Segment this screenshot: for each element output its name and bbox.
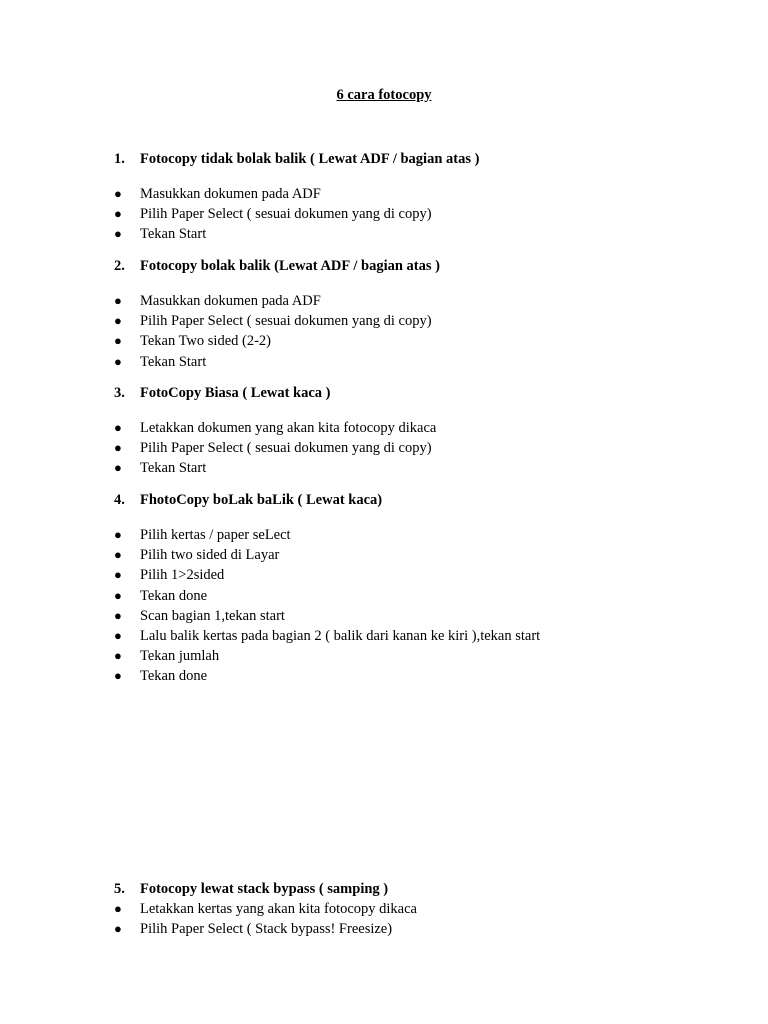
bullet-icon: ● [114, 628, 122, 644]
bullet-icon: ● [114, 648, 122, 664]
section-heading [114, 150, 734, 169]
bullet-icon: ● [114, 527, 122, 542]
list-item: ● Tekan done [114, 587, 208, 604]
bullet-list [114, 291, 734, 372]
list-item: ● Letakkan kertas yang akan kita fotocopy dikaca [114, 901, 417, 917]
list-item: ● Pilih two sided di Layar [114, 547, 280, 564]
list-item: ● Tekan Start [114, 226, 207, 243]
bullet-icon: ● [114, 226, 122, 242]
section-heading [114, 491, 734, 510]
document-title: 6 cara fotocopy [336, 87, 432, 103]
section-heading-text: FhotoCopy boLak baLik ( Lewat kaca) [140, 492, 383, 508]
bullet-list [114, 525, 734, 687]
bullet-icon: ● [114, 440, 122, 456]
list-item: ● Pilih Paper Select ( sesuai dokumen yang di copy) [114, 440, 432, 457]
list-item: ● Letakkan dokumen yang akan kita fotocopy dikaca [114, 420, 437, 436]
section-heading [114, 880, 734, 899]
list-item: ● Scan bagian 1,tekan start [114, 607, 285, 624]
list-item: ● Tekan Start [114, 460, 207, 477]
bullet-icon: ● [114, 921, 122, 937]
bullet-icon: ● [114, 547, 122, 563]
bullet-list [114, 899, 734, 939]
section-5 [114, 880, 734, 939]
bullet-icon: ● [114, 186, 122, 201]
list-item: ● Lalu balik kertas pada bagian 2 ( balik dari kanan ke kiri ),tekan start [114, 628, 541, 645]
section-number: 3. [114, 385, 125, 401]
bullet-icon: ● [114, 567, 122, 583]
section-number: 1. [114, 151, 125, 167]
list-item: ● Pilih Paper Select ( sesuai dokumen yang di copy) [114, 206, 432, 223]
list-item: ● Pilih 1>2sided [114, 567, 225, 584]
bullet-icon: ● [114, 313, 122, 329]
list-item: ● Masukkan dokumen pada ADF [114, 186, 321, 202]
list-item: ● Masukkan dokumen pada ADF [114, 293, 321, 309]
section-2 [114, 257, 734, 372]
bullet-icon: ● [114, 668, 122, 684]
bullet-icon: ● [114, 460, 122, 476]
list-item: ● Pilih kertas / paper seLect [114, 527, 291, 543]
list-item: ● Pilih Paper Select ( Stack bypass! Freesize) [114, 921, 393, 938]
list-item: ● Tekan Start [114, 353, 207, 370]
bullet-icon: ● [114, 607, 122, 623]
section-heading [114, 384, 734, 403]
bullet-icon: ● [114, 420, 122, 435]
section-heading-text: Fotocopy lewat stack bypass ( samping ) [140, 881, 389, 897]
bullet-icon: ● [114, 587, 122, 603]
bullet-icon: ● [114, 333, 122, 349]
section-number: 4. [114, 492, 125, 508]
section-heading-text: FotoCopy Biasa ( Lewat kaca ) [140, 385, 331, 401]
bullet-icon: ● [114, 353, 122, 369]
list-item: ● Pilih Paper Select ( sesuai dokumen yang di copy) [114, 313, 432, 330]
section-heading [114, 257, 734, 276]
bullet-list [114, 184, 734, 245]
section-number: 2. [114, 258, 125, 274]
bullet-list [114, 418, 734, 479]
list-item: ● Tekan jumlah [114, 648, 220, 665]
list-item: ● Tekan done [114, 668, 208, 685]
section-3 [114, 384, 734, 479]
section-heading-text: Fotocopy tidak bolak balik ( Lewat ADF / bagian atas ) [140, 151, 480, 167]
bullet-icon: ● [114, 901, 122, 916]
section-4 [114, 491, 734, 687]
list-item: ● Tekan Two sided (2-2) [114, 333, 271, 350]
bullet-icon: ● [114, 293, 122, 308]
bullet-icon: ● [114, 206, 122, 222]
section-heading-text: Fotocopy bolak balik (Lewat ADF / bagian atas ) [140, 258, 440, 274]
section-number: 5. [114, 881, 125, 897]
section-1 [114, 150, 734, 245]
